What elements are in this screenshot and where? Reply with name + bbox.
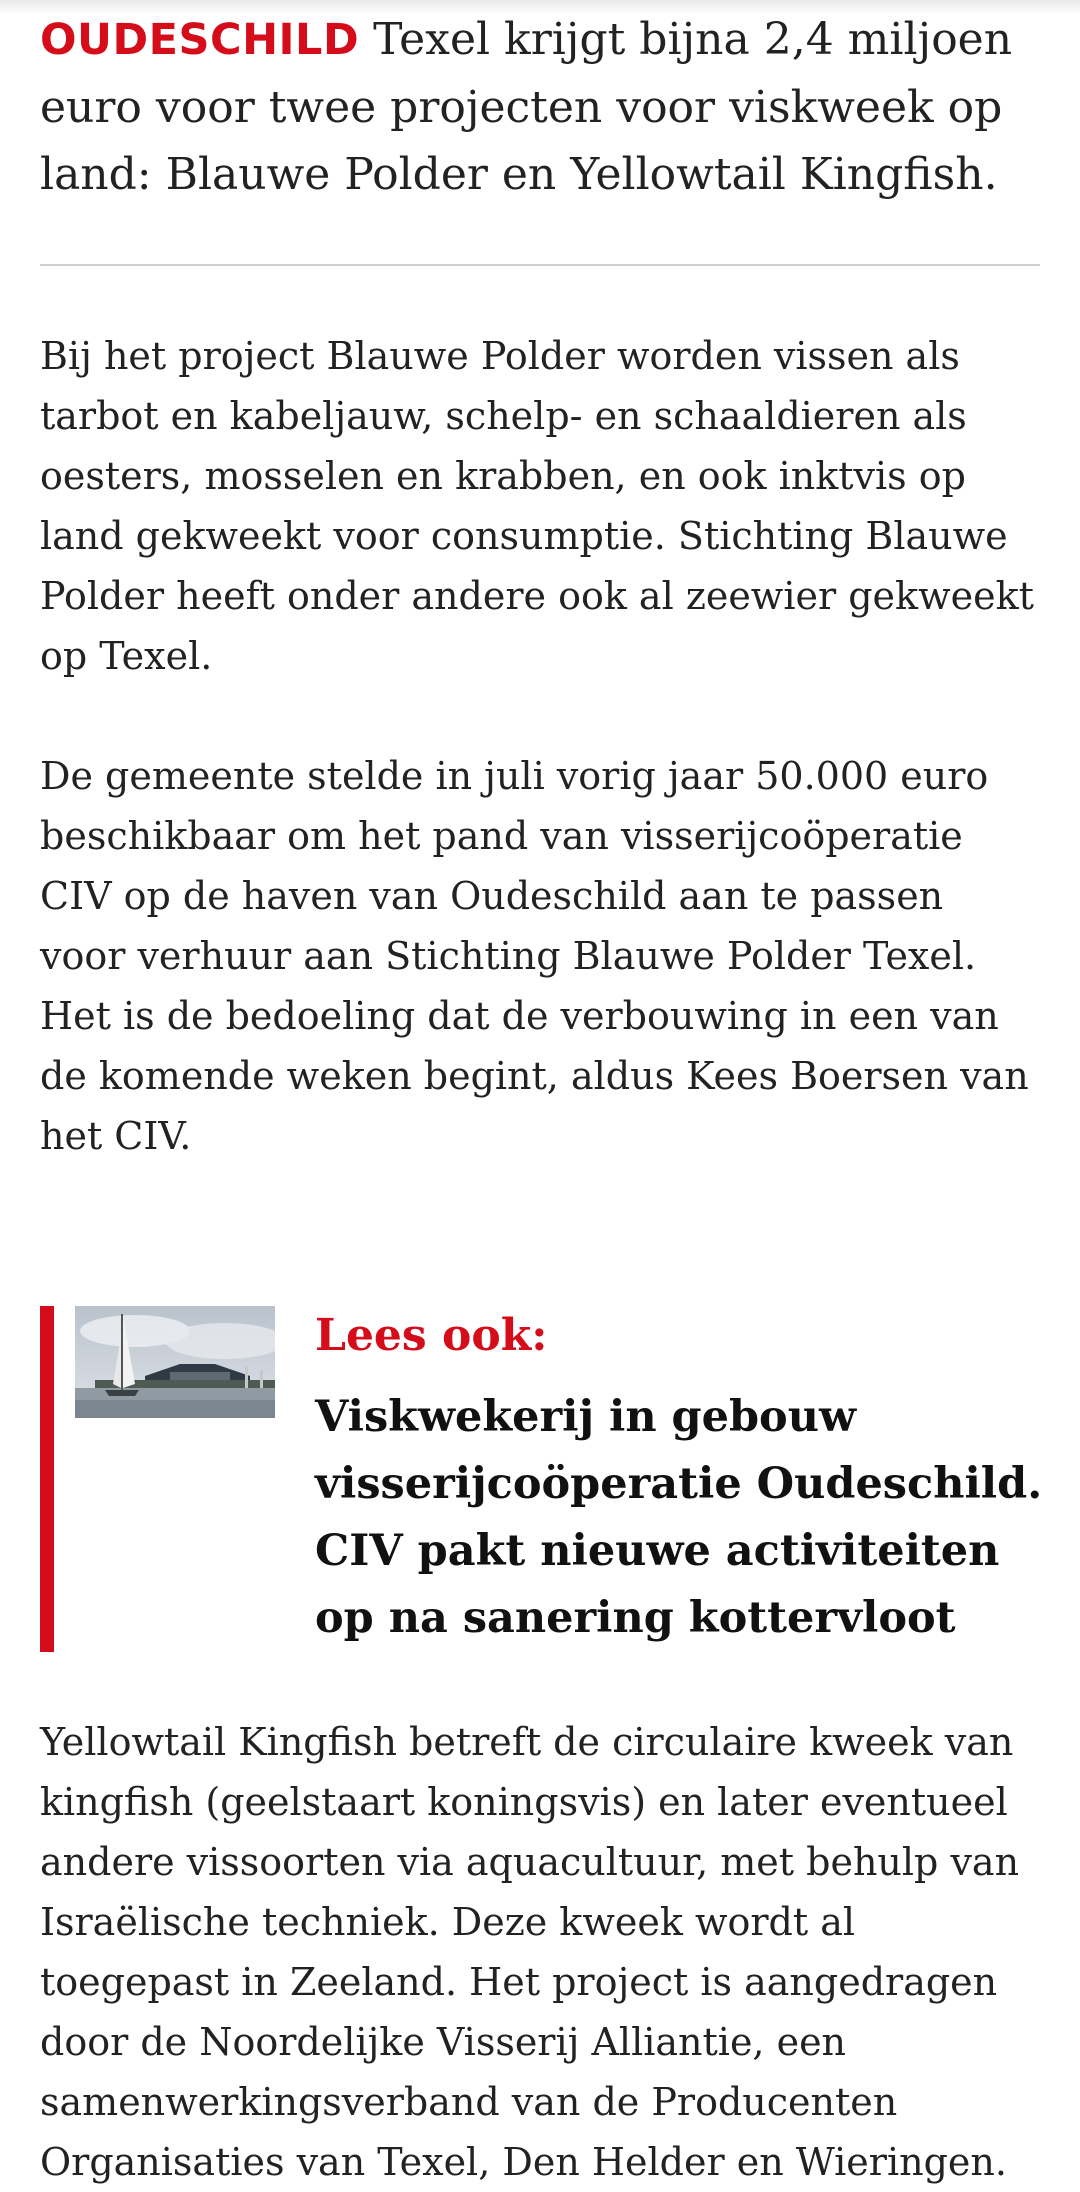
related-title-link[interactable]: Viskwekerij in gebouw visserijcoöperatie Oudeschild. CIV pakt nieuwe activiteiten op na sanering kottervloot [315, 1392, 1043, 1643]
paragraph-3: Yellowtail Kingfish betreft de circulaire kweek van kingfish (geelstaart koningsvis) en later eventueel andere vissoorten via aquacultuur, met behulp van Israëlische techniek. Deze kweek wordt al toegepast in Zeeland. Het project is aangedragen door de Noordelijke Visserij Alliantie, een samenwerkingsverband van de Producenten Organisaties van Texel, Den Helder en Wieringen. [40, 1720, 1020, 2184]
harbor-photo-image [75, 1306, 275, 1418]
lead-text: Texel krijgt bijna 2,4 miljoen euro voor twee projecten voor viskweek op land: Blauwe Polder en Yellowtail Kingfish. [40, 14, 1013, 200]
lead-divider [40, 264, 1040, 266]
related-article[interactable] [40, 1306, 1043, 1652]
article-lead [40, 0, 1040, 208]
paragraph-1: Bij het project Blauwe Polder worden vissen als tarbot en kabeljauw, schelp- en schaaldieren als oesters, mosselen en krabben, en ook inktvis op land gekweekt voor consumptie. Stichting Blauwe Polder heeft onder andere ook al zeewier gekweekt op Texel. [40, 334, 1034, 678]
related-label: Lees ook: [315, 1310, 548, 1361]
related-thumbnail[interactable] [75, 1306, 275, 1418]
related-accent-bar [40, 1306, 54, 1652]
article-body [40, 0, 1043, 2192]
paragraph-2: De gemeente stelde in juli vorig jaar 50.000 euro beschikbaar om het pand van visserijcoöperatie CIV op de haven van Oudeschild aan te passen voor verhuur aan Stichting Blauwe Polder Texel. Het is de bedoeling dat de verbouwing in een van de komende weken begint, aldus Kees Boersen van het CIV. [40, 754, 1029, 1158]
dateline: OUDESCHILD [40, 15, 360, 65]
related-text[interactable] [315, 1306, 1045, 1652]
